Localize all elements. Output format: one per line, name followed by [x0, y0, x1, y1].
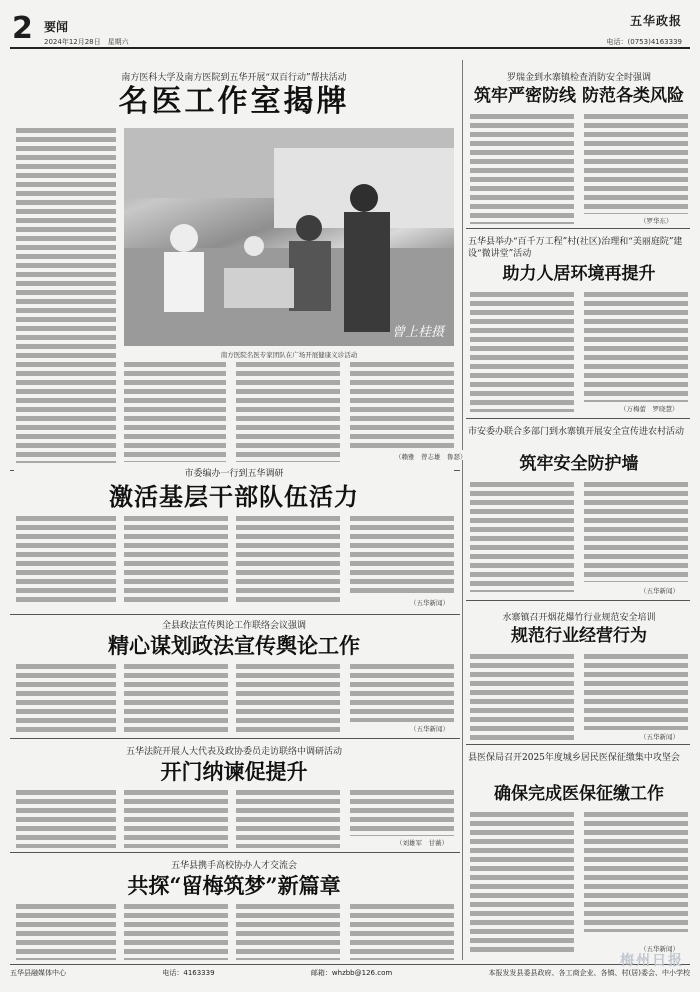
footer-publisher: 五华县融媒体中心: [10, 969, 66, 977]
page-number: 2: [12, 11, 33, 46]
article-body-col2: [584, 482, 688, 582]
article-author: （五华新闻）: [410, 725, 449, 733]
article-author: （五华新闻）: [640, 945, 679, 953]
event-photo: [124, 128, 454, 346]
article-body-col1: [16, 904, 116, 960]
article-body-col1: [470, 292, 574, 412]
article-kicker: 市委编办一行到五华调研: [14, 466, 454, 479]
article-title: 筑牢严密防线 防范各类风险: [474, 86, 684, 106]
article-author: （五华新闻）: [410, 599, 449, 607]
article-title: 激活基层干部队伍活力: [109, 482, 359, 511]
header-phone: 电话：(0753)4163339: [606, 38, 682, 46]
article-body-col1: [16, 664, 116, 734]
article-body-col4: [350, 516, 454, 596]
article-author: （万梅蕾 罗晓慧）: [620, 405, 679, 413]
article-kicker: 县医保局召开2025年度城乡居民医保征缴集中攻坚会: [468, 753, 680, 763]
article-title: 确保完成医保征缴工作: [494, 784, 664, 804]
photo-caption: 南方医院名医专家团队在广场开展健康义诊活动: [220, 351, 358, 359]
article-title: 开门纳谏促提升: [160, 759, 308, 784]
section-separator: [10, 852, 460, 853]
article-kicker: 全县政法宣传舆论工作联络会议强调: [161, 621, 306, 631]
article-body-col3: [236, 516, 340, 606]
section-separator: [10, 738, 460, 739]
header-rule: [10, 47, 690, 49]
article-body-col2: [124, 362, 226, 462]
article-title: 规范行业经营行为: [511, 626, 647, 646]
article-separator: [466, 418, 690, 419]
article-body-col2: [124, 904, 228, 960]
paper-logo: 五华政报: [629, 14, 682, 28]
photo-signature: 曾上桂摄: [391, 325, 444, 340]
article-title: 精心谋划政法宣传舆论工作: [108, 633, 360, 658]
article-title: 筑牢安全防护墙: [519, 454, 639, 474]
article-kicker: 水寨镇召开烟花爆竹行业规范安全培训: [502, 613, 656, 623]
article-body-col4: [350, 904, 454, 960]
column-divider-lower: [462, 460, 463, 960]
article-body-col1: [470, 114, 574, 224]
section-separator: [10, 614, 460, 615]
article-body-col4: [350, 362, 454, 448]
article-body-col1: [470, 654, 574, 740]
article-author: （刘雄军 甘薇）: [396, 839, 448, 847]
article-title: 共探“留梅筑梦”新篇章: [127, 873, 341, 898]
article-body-col2: [584, 114, 688, 214]
article-body-col1: [16, 790, 116, 848]
footer: [10, 968, 690, 978]
article-body-col3: [236, 790, 340, 848]
article-body-col4: [350, 664, 454, 722]
article-body-col2: [124, 790, 228, 848]
article-kicker: 五华县举办“百千万工程”村(社区)治理和“美丽庭院”建设“微讲堂”活动: [468, 237, 683, 259]
article-body-col2: [124, 516, 228, 606]
article-kicker: 罗瑞金到水寨镇检查消防安全时强调: [506, 73, 651, 83]
article-body-col3: [236, 904, 340, 960]
watermark-logo: 梅州日报: [620, 953, 684, 969]
article-body-col2: [584, 812, 688, 932]
footer-phone: 电话：4163339: [162, 969, 215, 977]
column-divider: [462, 60, 463, 450]
article-body-col3: [236, 362, 340, 462]
article-body-col2: [584, 654, 688, 730]
article-body-col2: [584, 292, 688, 402]
article-author: （五华新闻）: [640, 733, 679, 741]
footer-notice: 本报发发县委县政府、各工商企业、各镇、村(居)委会、中小学校: [488, 969, 690, 977]
footer-rule: [10, 964, 690, 965]
section-name: 要闻: [44, 20, 69, 34]
article-separator: [466, 228, 690, 229]
article-kicker: 南方医科大学及南方医院到五华开展“双百行动”帮扶活动: [121, 73, 347, 83]
article-body-col2: [124, 664, 228, 734]
article-separator: [466, 744, 690, 745]
article-body-col1: [470, 482, 574, 592]
article-body-col3: [236, 664, 340, 734]
article-title: 名医工作室揭牌: [118, 84, 350, 119]
article-separator: [466, 600, 690, 601]
article-body-col1: [470, 812, 574, 952]
article-author: （赖雅 曾志雄 鲁瑟）: [395, 453, 467, 461]
article-body-col4: [350, 790, 454, 836]
article-kicker: 市安委办联合多部门到水寨镇开展安全宣传进农村活动: [468, 427, 685, 437]
article-body-col1: [16, 516, 116, 606]
article-body-col1: [16, 128, 116, 463]
article-kicker: 五华县携手高校协办人才交流会: [170, 861, 297, 871]
article-title: 助力人居环境再提升: [502, 264, 656, 284]
footer-email: 邮箱：whzbb@126.com: [310, 969, 393, 977]
photo-illustration: [124, 128, 454, 346]
issue-date: 2024年12月28日 星期六: [44, 38, 129, 46]
article-kicker: 五华法院开展人大代表及政协委员走访联络中调研活动: [125, 747, 342, 757]
article-author: （五华新闻）: [640, 587, 679, 595]
article-author: （罗华东）: [640, 217, 673, 225]
